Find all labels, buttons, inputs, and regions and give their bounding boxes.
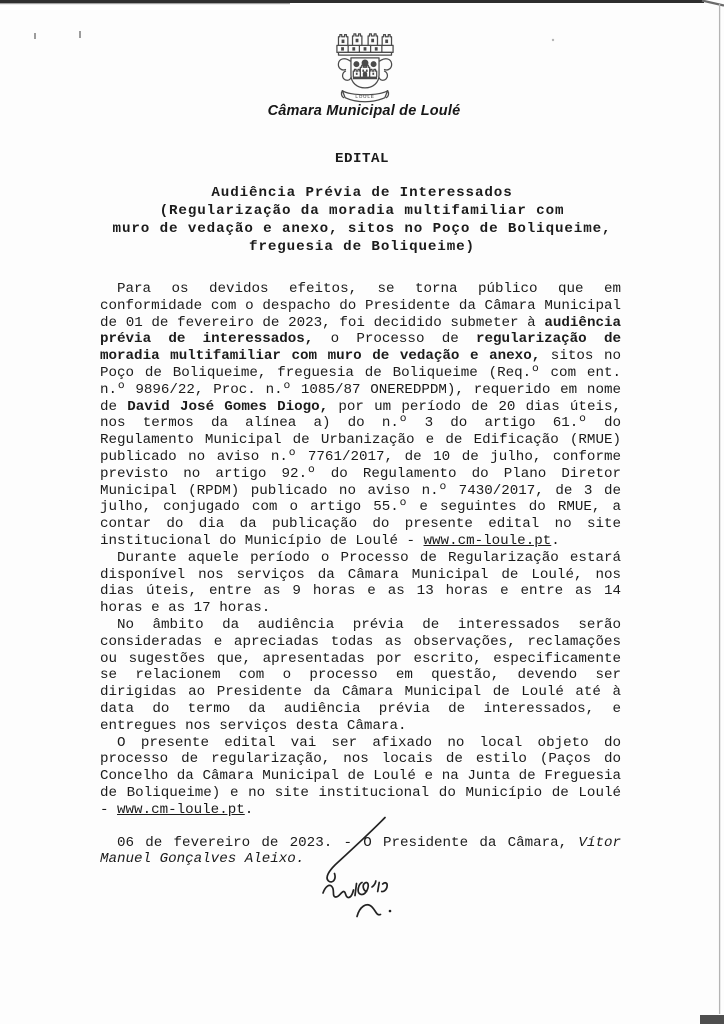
scan-speck <box>79 31 81 38</box>
crest-banner <box>341 91 388 102</box>
text-segment: . <box>551 532 560 549</box>
title-line-1: Audiência Prévia de Interessados <box>211 185 513 201</box>
scan-speck <box>34 33 36 39</box>
body-paragraph <box>100 550 621 617</box>
text-segment: O presente edital vai ser afixado no local objeto do processo de regularização, nos locais de estilo (Paços do Concelho da Câmara Municipal de Loulé e na Junta de Freguesia de Boliqueime) e no site institucional do Município de Loulé - <box>100 734 621 818</box>
text-segment: Durante aquele período o Processo de Regularização estará disponível nos serviços da Câmara Municipal de Loulé, nos dias úteis, entre as 9 horas e as 13 horas e entre as 14 horas e as 17 horas. <box>100 549 621 617</box>
crest-shield <box>351 58 379 88</box>
edital-heading: EDITAL <box>334 151 390 167</box>
closing-paragraph <box>100 835 621 869</box>
document-body <box>100 281 621 868</box>
crest-crown <box>337 34 393 55</box>
text-segment: por um período de 20 dias úteis, nos termos da alínea a) do n.º 3 do artigo 61.º do Regulamento Municipal de Urbanização e de Edificação (RMUE) publicado no aviso n.º 7761/2017, de 10 de julho, conforme previsto no artigo 92.º do Regulamento do Plano Diretor Municipal (RPDM) publicado no aviso n.º 7430/2017, de 3 de julho, conjugado com o artigo 55.º e seguintes do RMUE, a contar do dia da publicação do presente edital no site institucional do Município de Loulé - <box>100 398 622 549</box>
title-line-3: muro de vedação e anexo, sitos no Poço de Boliqueime, <box>112 221 612 237</box>
scan-top-edge <box>0 0 704 3</box>
text-segment: No âmbito da audiência prévia de interessados serão consideradas e apreciadas todas as observações, reclamações ou sugestões que, apresentadas por escrito, especificamente se relacionem com o processo em questão, devendo ser dirigidas ao Presidente da Câmara Municipal de Loulé até à data do termo da audiência prévia de interessados, e entregues nos serviços desta Câmara. <box>100 616 621 734</box>
municipal-crest-icon <box>326 26 404 110</box>
url-text: www.cm-loule.pt <box>423 532 552 549</box>
crest-banner-text: LOULÉ <box>355 93 375 99</box>
scan-speck <box>552 39 554 41</box>
text-segment: Para os devidos efeitos, se torna público que em conformidade com o despacho do Presidente da Câmara Municipal de 01 de fevereiro de 2023, foi decidido submeter à <box>100 281 621 331</box>
body-paragraph <box>100 617 621 735</box>
scan-corner-mark <box>702 1 724 6</box>
signature-flourish <box>357 905 381 917</box>
edital-title <box>0 184 724 256</box>
signer-name-text: Vítor Manuel Gonçalves Aleixo. <box>100 834 621 868</box>
scan-bottom-corner-mark <box>700 1015 724 1024</box>
text-segment: 06 de fevereiro de 2023. - O Presidente da Câmara, <box>117 834 579 851</box>
emphasis-text: audiência prévia de interessados, <box>100 314 621 348</box>
text-segment: sitos no Poço de Boliqueime, freguesia de Boliqueime (Req.º com ent. n.º 9896/22, Proc. n.º 1085/87 ONEREDPDM), requerido em nome de <box>100 348 621 415</box>
emphasis-text: David José Gomes Diogo, <box>127 398 329 415</box>
body-paragraph <box>100 281 621 550</box>
signature-dot <box>389 910 392 913</box>
body-paragraph <box>100 735 621 819</box>
url-text: www.cm-loule.pt <box>117 801 245 818</box>
text-segment: o Processo de <box>313 331 477 348</box>
text-segment: . <box>244 801 254 818</box>
emphasis-text: regularização de moradia multifamiliar com muro de vedação e anexo, <box>100 331 621 365</box>
signature-scribble <box>323 881 387 898</box>
title-line-4: freguesia de Boliqueime) <box>249 239 475 255</box>
municipality-name: Câmara Municipal de Loulé <box>267 103 461 119</box>
title-line-2: (Regularização da moradia multifamiliar com <box>159 203 565 219</box>
